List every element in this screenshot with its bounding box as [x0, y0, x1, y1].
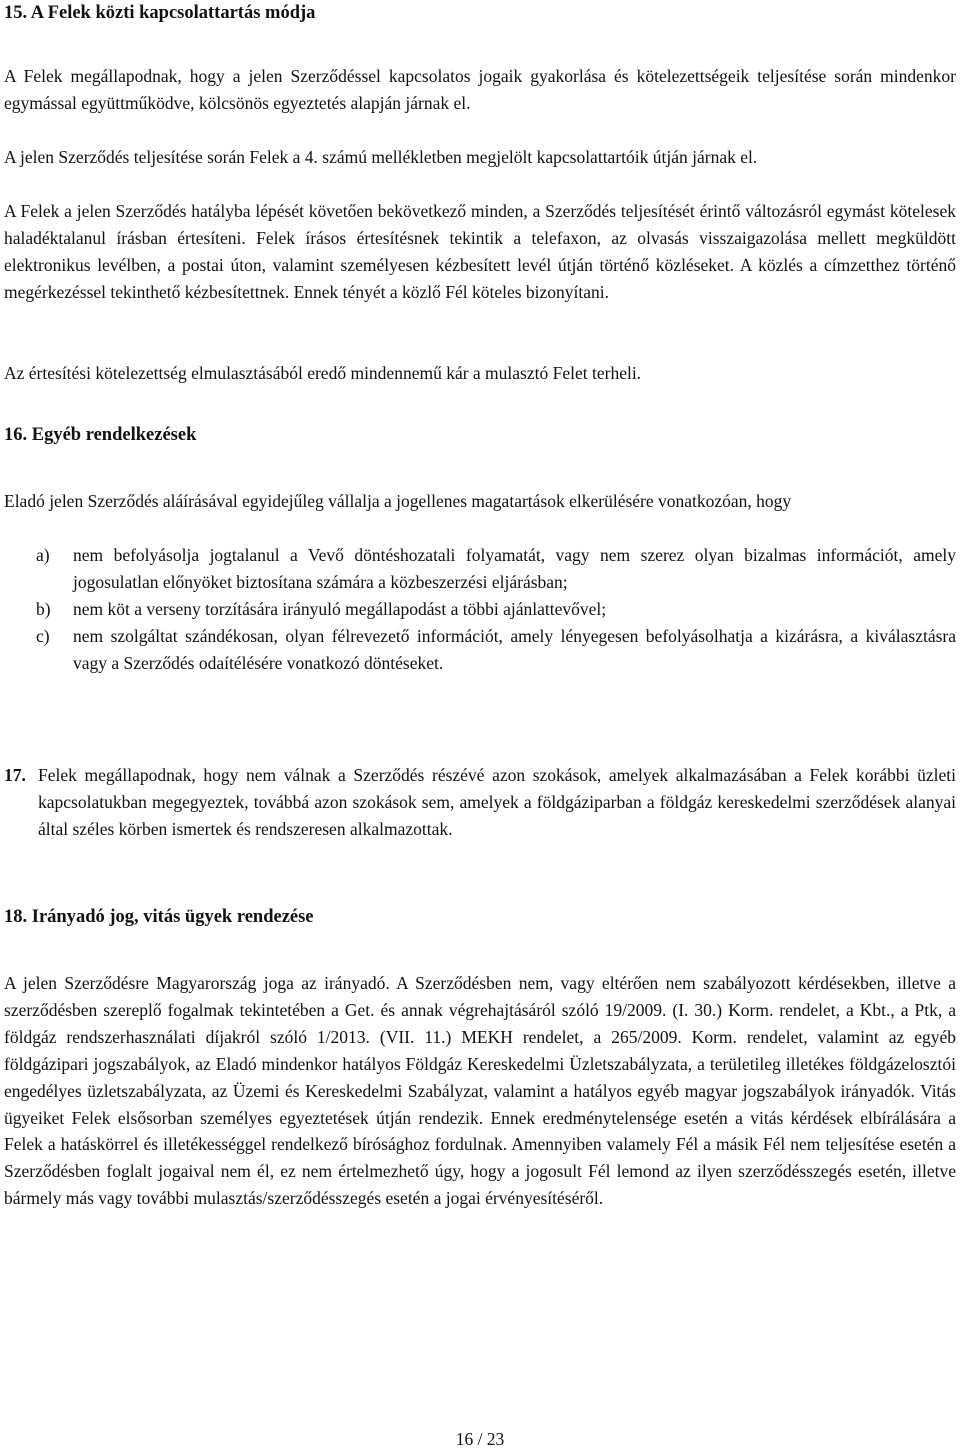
list-item-text: nem szolgáltat szándékosan, olyan félrevezető információt, amely lényegesen befolyásolhatja a kizárásra, a kiválasztásra vagy a Szerződés odaítélésére vonatkozó döntéseket.	[73, 625, 956, 673]
list-item-text: nem köt a verseny torzítására irányuló megállapodást a többi ajánlattevővel;	[73, 598, 607, 619]
section-15-paragraph-4: Az értesítési kötelezettség elmulasztásából eredő mindennemű kár a mulasztó Felet terheli.	[4, 363, 642, 383]
list-item-text: nem befolyásolja jogtalanul a Vevő döntéshozatali folyamatát, vagy nem szerez olyan bizalmas információt, amely jogosulatlan előnyöket biztosítana számára a közbeszerzési eljárásban;	[73, 545, 956, 592]
list-marker: a)	[36, 545, 50, 565]
section-17-number: 17.	[4, 765, 26, 785]
list-item	[4, 623, 956, 677]
section-15-paragraph-3: A Felek a jelen Szerződés hatályba lépését követően bekövetkező minden, a Szerződés teljesítését érintő változásról egymást kötelesek haladéktalanul írásban értesíteni. Felek írásos értesítésnek tekintik a telefaxon, az olvasás visszaigazolása mellett megküldött elektronikus levélben, a postai úton, valamint személyesen kézbesített levél útján történő közléseket. A közlés a címzetthez történő megérkezéssel tekinthető kézbesítettnek. Ennek tényét a közlő Fél köteles bizonyítani.	[4, 201, 956, 302]
list-item	[4, 542, 956, 596]
section-15-paragraph-2: A jelen Szerződés teljesítése során Felek a 4. számú mellékletben megjelölt kapcsolattartóik útján járnak el.	[4, 147, 758, 167]
list-marker: c)	[36, 625, 50, 646]
section-15-heading: 15. A Felek közti kapcsolattartás módja	[4, 3, 316, 23]
section-16-intro: Eladó jelen Szerződés aláírásával egyidejűleg vállalja a jogellenes magatartások elkerülésére vonatkozóan, hogy	[4, 491, 792, 511]
section-15-paragraph-1: A Felek megállapodnak, hogy a jelen Szerződéssel kapcsolatos jogaik gyakorlása és kötelezettségeik teljesítése során mindenkor egymással együttműködve, kölcsönös egyeztetés alapján járnak el.	[4, 66, 956, 113]
list-item	[4, 596, 956, 623]
page-number: 16 / 23	[455, 1429, 505, 1449]
section-16-heading: 16. Egyéb rendelkezések	[4, 425, 197, 445]
list-marker: b)	[36, 598, 51, 619]
section-18-paragraph: A jelen Szerződésre Magyarország joga az irányadó. A Szerződésben nem, vagy eltérően nem szabályozott kérdésekben, illetve a szerződésben szereplő fogalmak tekintetében a Get. és annak végrehajtásáról szóló 19/2009. (I. 30.) Korm. rendelet, a Kbt., a Ptk, a földgáz rendszerhasználati díjakról szóló 1/2013. (VII. 11.) MEKH rendelet, a 265/2009. Korm. rendelet, valamint az egyéb földgázipari jogszabályok, az Eladó mindenkor hatályos Földgáz Kereskedelmi Üzletszabályzata, a területileg illetékes földgázelosztói engedélyes üzletszabályzata, az Üzemi és Kereskedelmi Szabályzat, valamint a hatályos egyéb magyar jogszabályok irányadók. Vitás ügyeiket Felek elsősorban személyes egyeztetések útján rendezik. Ennek eredménytelensége esetén a vitás kérdések elbírálására a Felek a hatáskörrel és illetékességgel rendelkező bírósághoz fordulnak. Amennyiben valamely Fél a másik Fél nem teljesítése esetén a Szerződésben foglalt jogaival nem él, ez nem értelmezhető úgy, hogy a jogosult Fél lemond az ilyen szerződésszegés esetén, illetve bármely más vagy további mulasztás/szerződésszegés esetén a jogai érvényesítéséről.	[4, 973, 956, 1209]
section-18-heading: 18. Irányadó jog, vitás ügyek rendezése	[4, 907, 314, 927]
obligations-list	[4, 542, 956, 677]
section-17-text: Felek megállapodnak, hogy nem válnak a Szerződés részévé azon szokások, amelyek alkalmazásában a Felek korábbi üzleti kapcsolatukban megegyeztek, továbbá azon szokások sem, amelyek a földgáziparban a földgáz kereskedelmi szerződések alanyai által széles körben ismertek és rendszeresen alkalmazottak.	[38, 765, 956, 839]
section-17-paragraph	[4, 762, 956, 843]
